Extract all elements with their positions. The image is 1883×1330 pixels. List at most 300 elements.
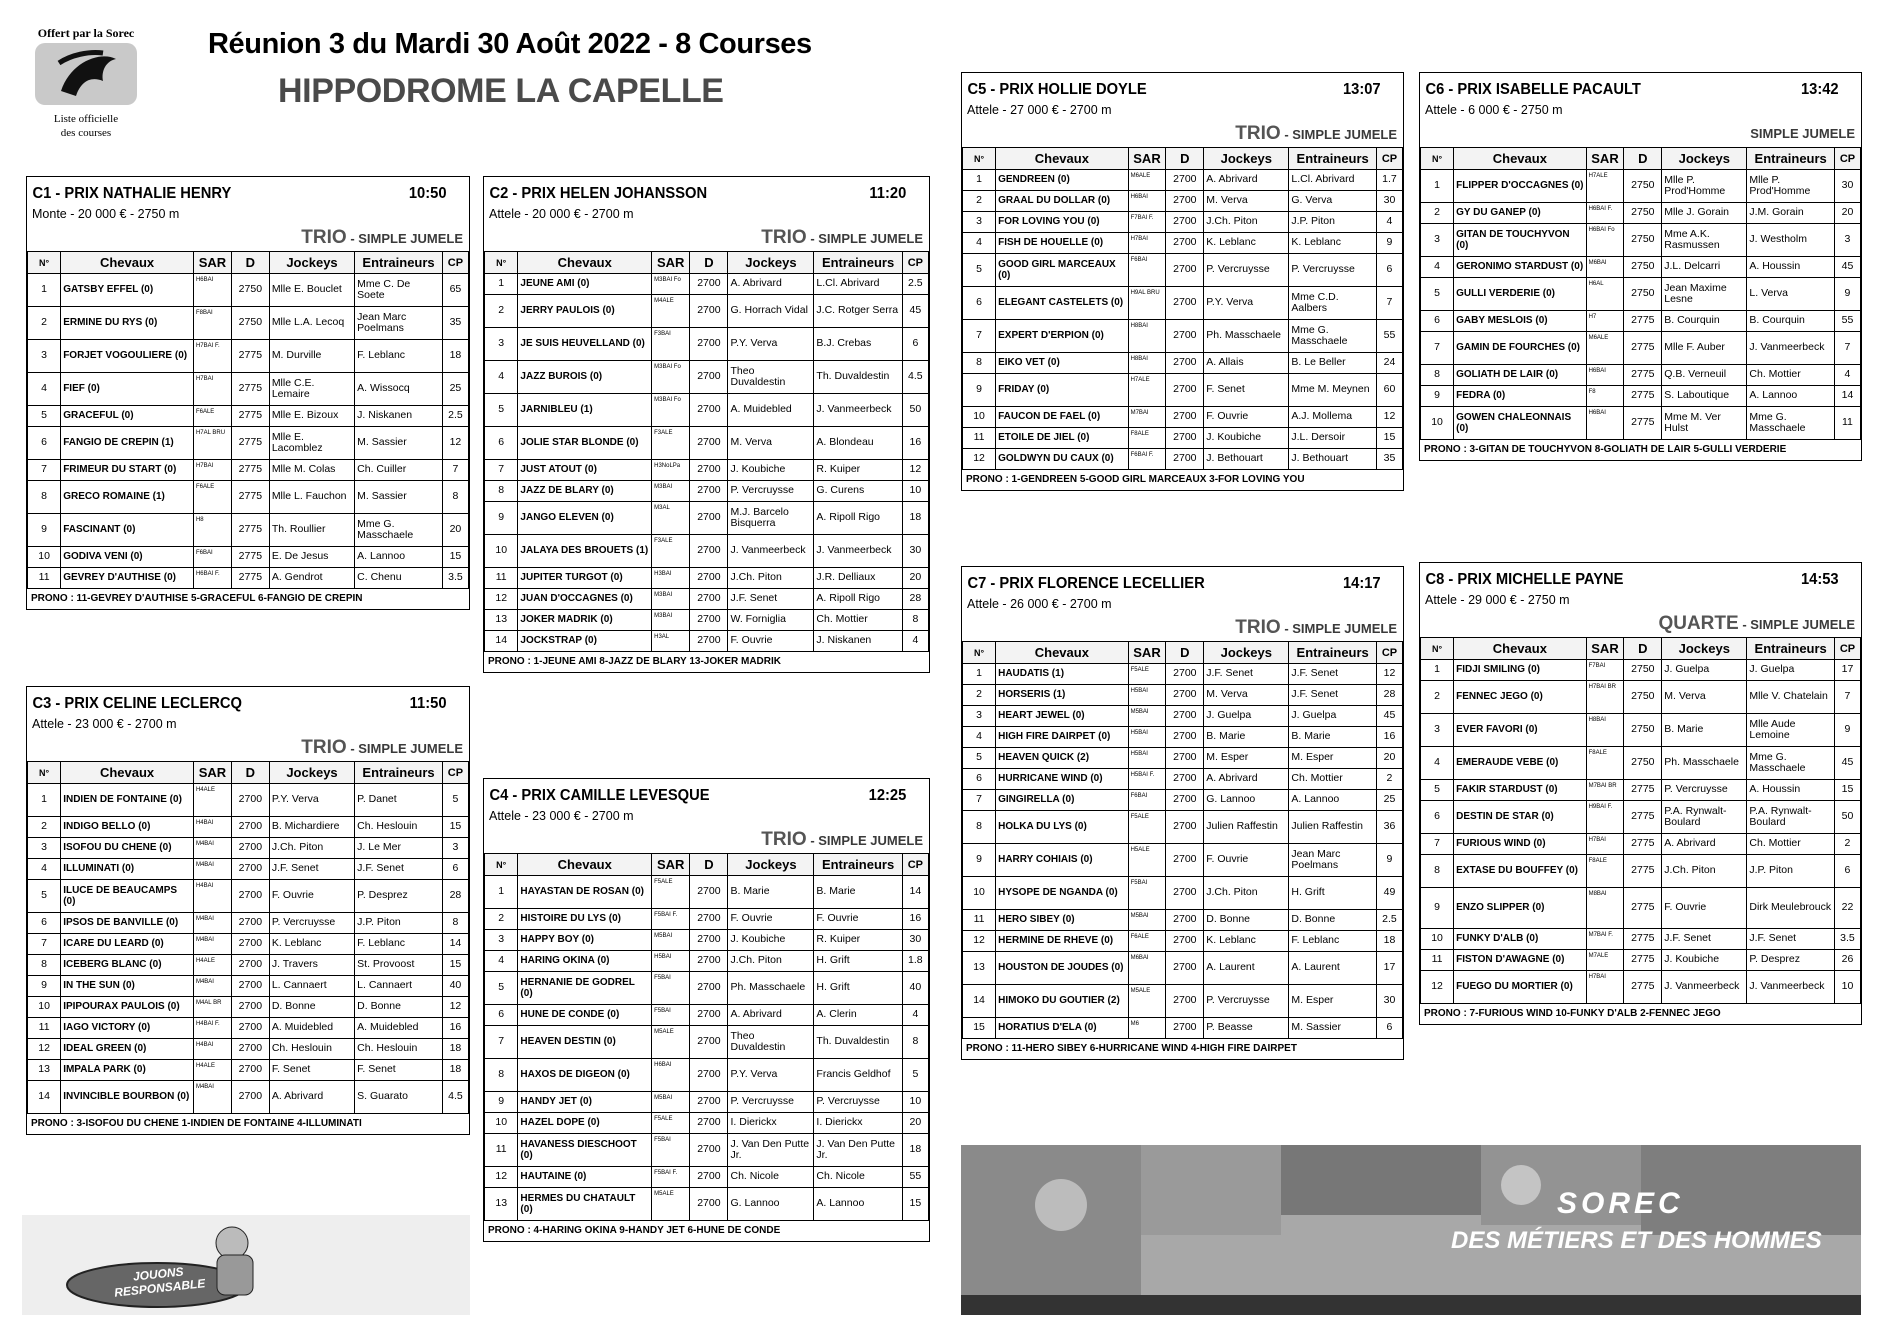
horse-name: FIDJI SMILING (0) [1454, 660, 1586, 681]
distance: 2775 [231, 460, 269, 481]
runner-number: 11 [963, 910, 996, 931]
column-header: D [1166, 642, 1204, 664]
horse-name: HAPPY BOY (0) [518, 930, 652, 951]
jockey: P. Vercruysse [269, 913, 354, 934]
horse-name: EXTASE DU BOUFFEY (0) [1454, 855, 1586, 888]
column-header: N° [485, 854, 518, 876]
jockey: I. Dierickx [728, 1113, 814, 1134]
sex-age-coat: M5BAI [652, 930, 690, 951]
race-time: 14:17 [1342, 575, 1381, 592]
distance: 2775 [1624, 929, 1662, 950]
table-row [28, 913, 469, 934]
table-row [485, 568, 929, 589]
odds: 45 [902, 295, 928, 328]
table-row [485, 972, 929, 1005]
sex-age-coat: M7BAI BR [1586, 780, 1624, 801]
odds: 4.5 [442, 1081, 468, 1114]
sex-age-coat: M5BAI [652, 1092, 690, 1113]
jockey: J. Vanmeerbeck [1662, 971, 1747, 1004]
jockey: P. Vercruysse [728, 481, 814, 502]
sex-age-coat: H5BAI [652, 951, 690, 972]
distance: 2775 [1624, 407, 1662, 440]
column-header: Jockeys [269, 762, 354, 784]
horse-name: HARING OKINA (0) [518, 951, 652, 972]
horse-name: GITAN DE TOUCHYVON (0) [1454, 224, 1586, 257]
distance: 2775 [1624, 888, 1662, 929]
odds: 15 [442, 547, 468, 568]
distance: 2700 [690, 1059, 728, 1092]
distance: 2775 [231, 547, 269, 568]
jockey: Mlle P. Prod'Homme [1662, 170, 1747, 203]
sex-age-coat: F6BAI [1128, 254, 1166, 287]
sex-age-coat: H6BAI Fo [1586, 224, 1624, 257]
race-card-c8 [1419, 562, 1862, 1025]
odds: 22 [1834, 888, 1860, 929]
trainer: K. Leblanc [1289, 233, 1377, 254]
jockey: K. Leblanc [1204, 233, 1289, 254]
bet-secondary: - SIMPLE JUMELE [350, 231, 463, 246]
racecourse-name: HIPPODROME LA CAPELLE [278, 72, 724, 110]
table-row [485, 502, 929, 535]
odds: 6 [902, 328, 928, 361]
horse-name: EMERAUDE VEBE (0) [1454, 747, 1586, 780]
odds: 55 [1834, 311, 1860, 332]
table-row [485, 535, 929, 568]
horse-name: FEDRA (0) [1454, 386, 1586, 407]
trainer: J. Van Den Putte Jr. [814, 1134, 902, 1167]
horse-name: GAMIN DE FOURCHES (0) [1454, 332, 1586, 365]
horse-name: JOLIE STAR BLONDE (0) [518, 427, 652, 460]
table-row [963, 844, 1403, 877]
race-title [490, 185, 708, 203]
sex-age-coat: H6BAI [193, 274, 231, 307]
sex-age-coat: F5BAI [652, 1134, 690, 1167]
sex-age-coat: F5ALE [1128, 664, 1166, 685]
odds: 18 [442, 340, 468, 373]
distance: 2750 [1624, 257, 1662, 278]
table-row [485, 295, 929, 328]
trainer: Mme G. Masschaele [1289, 320, 1377, 353]
runner-number: 3 [485, 930, 518, 951]
column-header: SAR [1128, 148, 1166, 170]
horse-name: JUST ATOUT (0) [518, 460, 652, 481]
race-conditions: Attele - 23 000 € - 2700 m [489, 809, 634, 823]
horse-name: JANGO ELEVEN (0) [518, 502, 652, 535]
jockey: B. Marie [1662, 714, 1747, 747]
sex-age-coat: F8 [1586, 386, 1624, 407]
trainer: H. Grift [1289, 877, 1377, 910]
distance: 2700 [1166, 1018, 1204, 1039]
race-code: C4 - [489, 787, 518, 804]
jockey: J.F. Senet [728, 589, 814, 610]
trainer: R. Kuiper [814, 460, 902, 481]
bet-types [484, 827, 929, 853]
horse-name: HAYASTAN DE ROSAN (0) [518, 876, 652, 909]
sex-age-coat: M6 [1128, 1018, 1166, 1039]
distance: 2700 [1166, 706, 1204, 727]
jockey: F. Senet [1204, 374, 1289, 407]
horse-name: HURRICANE WIND (0) [996, 769, 1128, 790]
odds: 20 [902, 1113, 928, 1134]
jockey: J.Ch. Piton [1204, 877, 1289, 910]
race-title [490, 787, 710, 805]
distance: 2700 [690, 361, 728, 394]
race-time: 11:20 [869, 185, 907, 202]
table-row [963, 191, 1403, 212]
sex-age-coat: M3BAI Fo [652, 394, 690, 427]
runner-number: 4 [485, 951, 518, 972]
runner-number: 6 [1421, 311, 1454, 332]
table-row [28, 274, 469, 307]
column-header: N° [1421, 148, 1454, 170]
sex-age-coat: H4BAI F. [193, 1018, 231, 1039]
horse-name: HEAVEN DESTIN (0) [518, 1026, 652, 1059]
odds: 15 [442, 955, 468, 976]
odds: 9 [1834, 714, 1860, 747]
odds: 25 [442, 373, 468, 406]
horse-name: HAVANESS DIESCHOOT (0) [518, 1134, 652, 1167]
runners-table [1420, 637, 1861, 1004]
race-conditions: Attele - 26 000 € - 2700 m [967, 597, 1112, 611]
prono: PRONO : 3-ISOFOU DU CHENE 1-INDIEN DE FONTAINE 4-ILLUMINATI [31, 1118, 362, 1129]
runner-number: 8 [485, 481, 518, 502]
race-title [1426, 571, 1624, 589]
horse-name: GEVREY D'AUTHISE (0) [61, 568, 194, 589]
jockey: P. Vercruysse [1204, 254, 1289, 287]
jockey: Theo Duvaldestin [728, 361, 814, 394]
trainer: Ch. Heslouin [355, 1039, 443, 1060]
horse-name: INVINCIBLE BOURBON (0) [61, 1081, 194, 1114]
jockey: B. Marie [1204, 727, 1289, 748]
bet-secondary: - SIMPLE JUMELE [1284, 127, 1397, 142]
bet-types [484, 225, 929, 251]
prono: PRONO : 4-HARING OKINA 9-HANDY JET 6-HUNE DE CONDE [488, 1225, 781, 1236]
runners-table [27, 251, 469, 589]
odds: 25 [1376, 790, 1402, 811]
runner-number: 1 [963, 170, 996, 191]
sex-age-coat: F5BAI F. [652, 1167, 690, 1188]
odds: 12 [1376, 407, 1402, 428]
distance: 2700 [690, 909, 728, 930]
distance: 2775 [1624, 855, 1662, 888]
bet-types [1420, 611, 1861, 637]
column-header: D [231, 252, 269, 274]
horse-name: GRECO ROMAINE (1) [61, 481, 194, 514]
horse-name: JERRY PAULOIS (0) [518, 295, 652, 328]
logo-races-text: des courses [60, 127, 112, 139]
trainer: A. Ripoll Rigo [814, 589, 902, 610]
horse-name: ERMINE DU RYS (0) [61, 307, 194, 340]
jockey: Mlle M. Colas [269, 460, 354, 481]
horse-name: JOCKSTRAP (0) [518, 631, 652, 652]
runners-table [27, 761, 469, 1114]
table-row [485, 909, 929, 930]
distance: 2700 [1166, 191, 1204, 212]
trainer: J. Le Mer [355, 838, 443, 859]
runner-number: 5 [28, 406, 61, 427]
jockey: Ph. Masschaele [1662, 747, 1747, 780]
odds: 18 [1376, 931, 1402, 952]
runner-number: 5 [1421, 780, 1454, 801]
distance: 2775 [231, 514, 269, 547]
odds: 50 [902, 394, 928, 427]
trainer: I. Dierickx [814, 1113, 902, 1134]
horse-name: DESTIN DE STAR (0) [1454, 801, 1586, 834]
race-title [33, 185, 232, 203]
distance: 2700 [1166, 952, 1204, 985]
sex-age-coat: F3BAI [652, 328, 690, 361]
jockey: Mlle E. Bizoux [269, 406, 354, 427]
horse-name: GOOD GIRL MARCEAUX (0) [996, 254, 1128, 287]
distance: 2700 [231, 913, 269, 934]
trainer: M. Sassier [355, 481, 443, 514]
odds: 28 [1376, 685, 1402, 706]
column-header: CP [1834, 638, 1860, 660]
trainer: L. Verva [1747, 278, 1835, 311]
jockey: Mlle L. Fauchon [269, 481, 354, 514]
jockey: J. Guelpa [1662, 660, 1747, 681]
horse-name: HUNE DE CONDE (0) [518, 1005, 652, 1026]
runner-number: 10 [1421, 407, 1454, 440]
distance: 2700 [231, 1060, 269, 1081]
table-row [28, 880, 469, 913]
odds: 30 [1834, 170, 1860, 203]
trainer: P. Desprez [355, 880, 443, 913]
odds: 40 [442, 976, 468, 997]
table-row [1421, 681, 1861, 714]
jockey: K. Leblanc [269, 934, 354, 955]
jockey: J. Travers [269, 955, 354, 976]
runner-number: 2 [485, 295, 518, 328]
table-row [485, 1113, 929, 1134]
runners-table [484, 251, 929, 652]
trainer: Ch. Mottier [814, 610, 902, 631]
trainer: Julien Raffestin [1289, 811, 1377, 844]
column-header: Entraineurs [1747, 638, 1835, 660]
race-name: PRIX HELEN JOHANSSON [521, 185, 708, 202]
table-row [963, 233, 1403, 254]
distance: 2700 [1166, 727, 1204, 748]
sorec-logo [22, 26, 150, 148]
jockey: P. Beasse [1204, 1018, 1289, 1039]
sex-age-coat: M3BAI Fo [652, 361, 690, 394]
runner-number: 12 [485, 1167, 518, 1188]
horse-name: HARRY COHIAIS (0) [996, 844, 1128, 877]
runners-table [962, 147, 1403, 470]
table-header-row [28, 252, 469, 274]
table-row [485, 1134, 929, 1167]
column-header: SAR [1128, 642, 1166, 664]
horse-name: FOR LOVING YOU (0) [996, 212, 1128, 233]
column-header: SAR [1586, 638, 1624, 660]
distance: 2750 [1624, 747, 1662, 780]
jockey: G. Lannoo [1204, 790, 1289, 811]
jockey: D. Bonne [1204, 910, 1289, 931]
odds: 55 [1376, 320, 1402, 353]
distance: 2700 [690, 589, 728, 610]
horse-name: FUNKY D'ALB (0) [1454, 929, 1586, 950]
prono: PRONO : 1-GENDREEN 5-GOOD GIRL MARCEAUX 3-FOR LOVING YOU [966, 474, 1305, 485]
sex-age-coat: H6BAI [1128, 191, 1166, 212]
jockey: F. Ouvrie [1662, 888, 1747, 929]
odds: 4 [902, 1005, 928, 1026]
table-row [28, 1081, 469, 1114]
jockey: F. Ouvrie [1204, 407, 1289, 428]
odds: 3 [1834, 224, 1860, 257]
trainer: A. Lannoo [1747, 386, 1835, 407]
table-row [28, 934, 469, 955]
table-row [1421, 888, 1861, 929]
jockey: E. De Jesus [269, 547, 354, 568]
odds: 18 [902, 1134, 928, 1167]
sex-age-coat: M4BAI [193, 1081, 231, 1114]
distance: 2700 [231, 1081, 269, 1114]
runner-number: 7 [963, 790, 996, 811]
horse-name: HAXOS DE DIGEON (0) [518, 1059, 652, 1092]
bet-types [27, 735, 469, 761]
trainer: D. Bonne [355, 997, 443, 1018]
horse-name: GULLI VERDERIE (0) [1454, 278, 1586, 311]
column-header: D [231, 762, 269, 784]
odds: 55 [902, 1167, 928, 1188]
horse-name: EXPERT D'ERPION (0) [996, 320, 1128, 353]
sex-age-coat: F5ALE [652, 1113, 690, 1134]
runner-number: 8 [28, 955, 61, 976]
jockey: M. Verva [728, 427, 814, 460]
horse-name: HISTOIRE DU LYS (0) [518, 909, 652, 930]
sex-age-coat: H5BAI [1128, 727, 1166, 748]
sex-age-coat: H4ALE [193, 955, 231, 976]
horse-name: HERMES DU CHATAULT (0) [518, 1188, 652, 1221]
trainer: G. Verva [1289, 191, 1377, 212]
horse-name: IMPALA PARK (0) [61, 1060, 194, 1081]
runner-number: 5 [963, 748, 996, 769]
runner-number: 4 [485, 361, 518, 394]
table-row [28, 514, 469, 547]
column-header: CP [442, 762, 468, 784]
trainer: Th. Duvaldestin [814, 361, 902, 394]
trainer: J. Guelpa [1289, 706, 1377, 727]
distance: 2700 [231, 976, 269, 997]
horse-name: IAGO VICTORY (0) [61, 1018, 194, 1039]
runner-number: 4 [1421, 257, 1454, 278]
odds: 50 [1834, 801, 1860, 834]
distance: 2700 [1166, 320, 1204, 353]
table-row [485, 427, 929, 460]
table-row [28, 1018, 469, 1039]
distance: 2700 [1166, 212, 1204, 233]
jockey: A. Allais [1204, 353, 1289, 374]
table-row [485, 589, 929, 610]
column-header: N° [1421, 638, 1454, 660]
odds: 1.7 [1376, 170, 1402, 191]
sex-age-coat: M4BAI [193, 859, 231, 880]
distance: 2700 [690, 481, 728, 502]
table-row [28, 955, 469, 976]
jockey: J. Van Den Putte Jr. [728, 1134, 814, 1167]
column-header: Jockeys [269, 252, 354, 274]
trainer: A. Ripoll Rigo [814, 502, 902, 535]
sex-age-coat: H6BAI [1586, 365, 1624, 386]
sex-age-coat: H4BAI [193, 1039, 231, 1060]
runner-number: 12 [963, 449, 996, 470]
runner-number: 10 [485, 1113, 518, 1134]
sex-age-coat: H7BAI [1586, 971, 1624, 1004]
table-row [963, 170, 1403, 191]
prono: PRONO : 1-JEUNE AMI 8-JAZZ DE BLARY 13-JOKER MADRIK [488, 656, 781, 667]
column-header: Entraineurs [814, 854, 902, 876]
horse-name: GOWEN CHALEONNAIS (0) [1454, 407, 1586, 440]
table-row [963, 748, 1403, 769]
table-row [1421, 714, 1861, 747]
distance: 2700 [231, 997, 269, 1018]
sex-age-coat: M6BAI [1586, 257, 1624, 278]
jockey: Ch. Heslouin [269, 1039, 354, 1060]
column-header: Entraineurs [355, 252, 443, 274]
table-row [963, 254, 1403, 287]
trainer: J.P. Piton [1289, 212, 1377, 233]
horse-name: GOLIATH DE LAIR (0) [1454, 365, 1586, 386]
distance: 2700 [1166, 374, 1204, 407]
trainer: F. Leblanc [355, 934, 443, 955]
trainer: B.J. Crebas [814, 328, 902, 361]
odds: 12 [442, 997, 468, 1018]
column-header: D [690, 252, 728, 274]
table-row [1421, 407, 1861, 440]
race-conditions: Monte - 20 000 € - 2750 m [32, 207, 180, 221]
distance: 2700 [690, 568, 728, 589]
trainer: H. Grift [814, 951, 902, 972]
odds: 18 [902, 502, 928, 535]
horse-name: INDIEN DE FONTAINE (0) [61, 784, 194, 817]
race-header [27, 177, 447, 203]
distance: 2700 [231, 955, 269, 976]
distance: 2700 [1166, 910, 1204, 931]
trainer: F. Senet [355, 1060, 443, 1081]
column-header: Jockeys [1204, 148, 1289, 170]
horse-name: JARNIBLEU (1) [518, 394, 652, 427]
column-header: N° [28, 762, 61, 784]
sex-age-coat: M6ALE [1128, 170, 1166, 191]
sex-age-coat: H5BAI F. [1128, 769, 1166, 790]
runner-number: 2 [963, 685, 996, 706]
table-header-row [1421, 148, 1861, 170]
column-header: Chevaux [1454, 148, 1586, 170]
sex-age-coat: H7AL BRU [193, 427, 231, 460]
horse-name: HEART JEWEL (0) [996, 706, 1128, 727]
trainer: A. Lannoo [814, 1188, 902, 1221]
jockey: M. Verva [1662, 681, 1747, 714]
odds: 6 [1834, 855, 1860, 888]
horse-name: IPIPOURAX PAULOIS (0) [61, 997, 194, 1018]
distance: 2775 [1624, 386, 1662, 407]
prono: PRONO : 7-FURIOUS WIND 10-FUNKY D'ALB 2-FENNEC JEGO [1424, 1008, 1721, 1019]
distance: 2700 [1166, 769, 1204, 790]
horse-name: IDEAL GREEN (0) [61, 1039, 194, 1060]
trainer: Ch. Mottier [1747, 365, 1835, 386]
distance: 2700 [1166, 407, 1204, 428]
trainer: R. Kuiper [814, 930, 902, 951]
odds: 14 [442, 934, 468, 955]
column-header: D [1624, 148, 1662, 170]
trainer: H. Grift [814, 972, 902, 1005]
trainer: S. Guarato [355, 1081, 443, 1114]
trainer: Mme M. Meynen [1289, 374, 1377, 407]
odds: 15 [902, 1188, 928, 1221]
horse-name: FLIPPER D'OCCAGNES (0) [1454, 170, 1586, 203]
race-name: PRIX CAMILLE LEVESQUE [521, 787, 710, 804]
responsible-gaming-text: JOUONS RESPONSABLE [113, 1264, 206, 1300]
